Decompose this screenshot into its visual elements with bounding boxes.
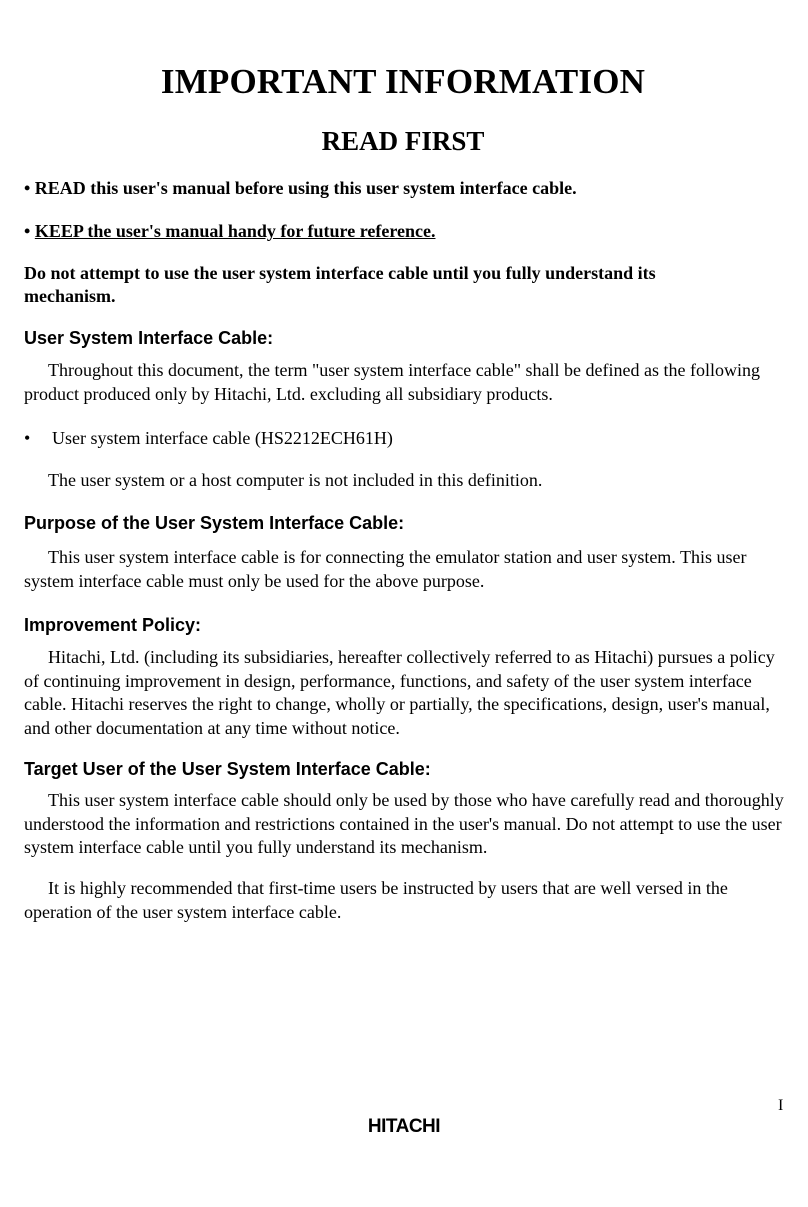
list-item [24, 427, 393, 450]
read-notice: • READ this user's manual before using this user system interface cable. [24, 178, 577, 198]
section-heading-target: Target User of the User System Interface Cable: [24, 759, 431, 779]
page-title: IMPORTANT INFORMATION [160, 62, 646, 101]
recommendation-paragraph: It is highly recommended that first-time users be instructed by users that are well versed in the operation of the user system interface cable. [24, 878, 728, 922]
keep-bullet: • [24, 221, 35, 241]
target-paragraph: This user system interface cable should only be used by those who have carefully read and thoroughly understood the information and restrictions contained in the user's manual. Do not attempt to use the user system interface cable until you fully understand its mechanism. [24, 790, 784, 857]
hitachi-logo: HITACHI [367, 1116, 441, 1137]
keep-notice [24, 220, 435, 243]
policy-paragraph: Hitachi, Ltd. (including its subsidiaries, hereafter collectively referred to as Hitachi) pursues a policy of continuing improvement in design, performance, functions, and safety of the user system interface cable. Hitachi reserves the right to change, wholly or partially, the specifications, design, user's manual, and other documentation at any time without notice. [24, 647, 775, 738]
bullet-icon: • [24, 428, 31, 448]
keep-notice-text: KEEP the user's manual handy for future reference. [34, 221, 436, 241]
cable-definition-paragraph: Throughout this document, the term "user system interface cable" shall be defined as the following product produced only by Hitachi, Ltd. excluding all subsidiary products. [24, 360, 760, 404]
page-subtitle: READ FIRST [321, 126, 485, 156]
product-name: User system interface cable (HS2212ECH61H) [52, 428, 393, 448]
warning-notice: Do not attempt to use the user system interface cable until you fully understand its mechanism. [24, 263, 656, 306]
section-heading-purpose: Purpose of the User System Interface Cable: [24, 513, 405, 533]
section-heading-policy: Improvement Policy: [24, 615, 202, 635]
purpose-paragraph: This user system interface cable is for connecting the emulator station and user system. This user system interface cable must only be used for the above purpose. [24, 547, 747, 591]
page-number: I [778, 1097, 784, 1114]
section-heading-cable: User System Interface Cable: [24, 328, 274, 348]
cable-exclusion-paragraph: The user system or a host computer is not included in this definition. [48, 470, 543, 490]
